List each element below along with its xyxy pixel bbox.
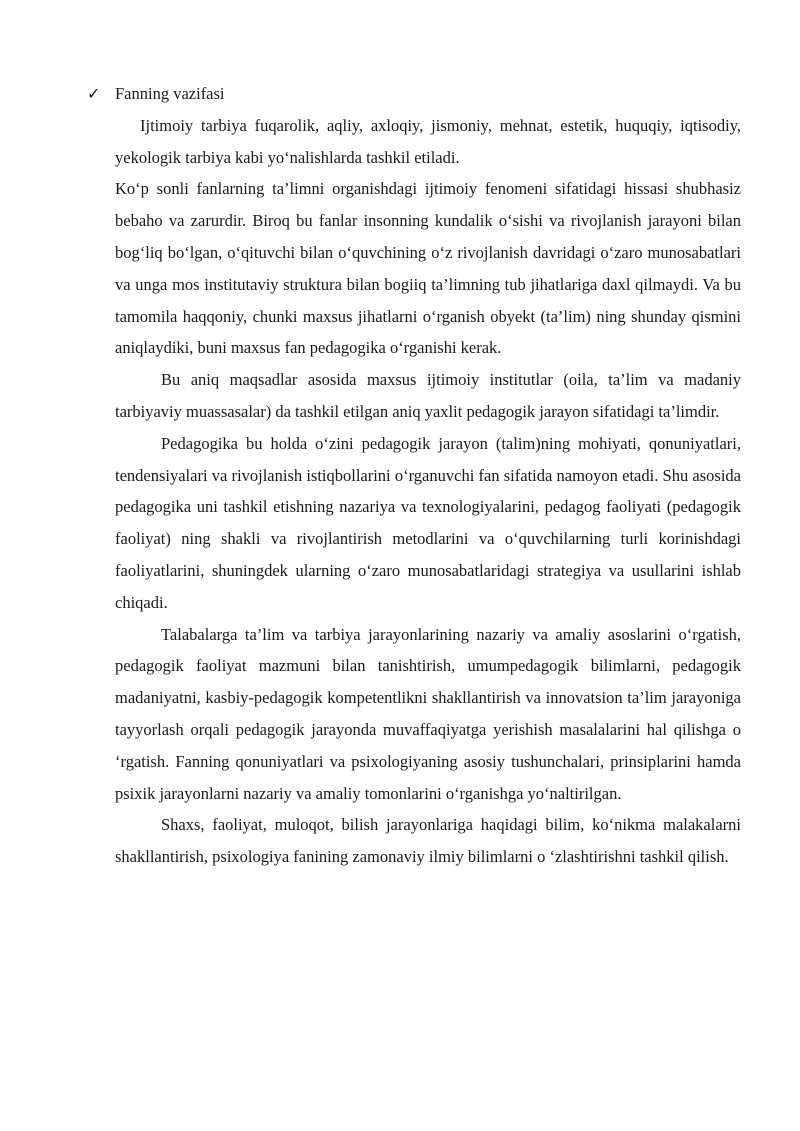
- paragraph: Ijtimoiy tarbiya fuqarolik, aqliy, axloqiy, jismoniy, mehnat, estetik, huquqiy, iqtisodiy, yekologik tarbiya kabi yo‘nalishlarda tashkil etiladi.: [115, 115, 741, 167]
- section-heading: [87, 78, 741, 110]
- paragraph: Shaxs, faoliyat, muloqot, bilish jarayonlariga haqidagi bilim, ko‘nikma malakalarni shakllantirish, psixologiya fanining zamonaviy ilmiy bilimlarni o ‘zlashtirishni tashkil qilish.: [115, 815, 741, 867]
- paragraph: Pedagogika bu holda o‘zini pedagogik jarayon (talim)ning mohiyati, qonuniyatlari, tendensiyalari va rivojlanish istiqbollarini o‘rganuvchi fan sifatida namoyon etadi. Shu asosida pedagogika uni tashkil etishning nazariya va texnologiyalarini, pedagog faoliyati (pedagogik faoliyat) ning shakli va rivojlantirish metodlarini va o‘quvchilarning turli korinishdagi faoliyatlarini, shuningdek ularning o‘zaro munosabatlaridagi strategiya va usullarini ishlab chiqadi.: [115, 433, 741, 612]
- document-body: [87, 78, 741, 873]
- paragraph: Talabalarga ta’lim va tarbiya jarayonlarining nazariy va amaliy asoslarini o‘rgatish, pedagogik faoliyat mazmuni bilan tanishtirish, umumpedagogik bilimlarni, pedagogik madaniyatni, kasbiy-pedagogik kompetentlikni shakllantirish va innovatsion ta’lim jarayoniga tayyorlash orqali pedagogik jarayonda muvaffaqiyatga yerishish masalalarini hal qilishga o ‘rgatish. Fanning qonuniyatlari va psixologiyaning asosiy tushunchalari, prinsiplarini hamda psixik jarayonlarni nazariy va amaliy tomonlarini o‘rganishga yo‘naltirilgan.: [115, 624, 741, 803]
- section-heading-text: Fanning vazifasi: [115, 84, 225, 103]
- paragraph: Bu aniq maqsadlar asosida maxsus ijtimoiy institutlar (oila, ta’lim va madaniy tarbiyaviy muassasalar) da tashkil etilgan aniq yaxlit pedagogik jarayon sifatidagi ta’limdir.: [115, 370, 741, 421]
- paragraph: Ko‘p sonli fanlarning ta’limni organishdagi ijtimoiy fenomeni sifatidagi hissasi shubhasiz bebaho va zarurdir. Biroq bu fanlar insonning kundalik o‘sishi va rivojlanish jarayoni bilan bog‘liq bo‘lgan, o‘qituvchi bilan o‘quvchining o‘z rivojlanish davridagi o‘zaro munosabatlari va unga mos institutaviy struktura bilan bogiiq ta’limning tub jihatlariga daxl qilmaydi. Va bu tamomila haqqoniy, chunki maxsus jihatlarni o‘rganish obyekt (ta’lim) ning shunday qismini aniqlaydiki, buni maxsus fan pedagogika o‘rganishi kerak.: [115, 179, 741, 358]
- checkmark-icon: ✓: [87, 84, 101, 103]
